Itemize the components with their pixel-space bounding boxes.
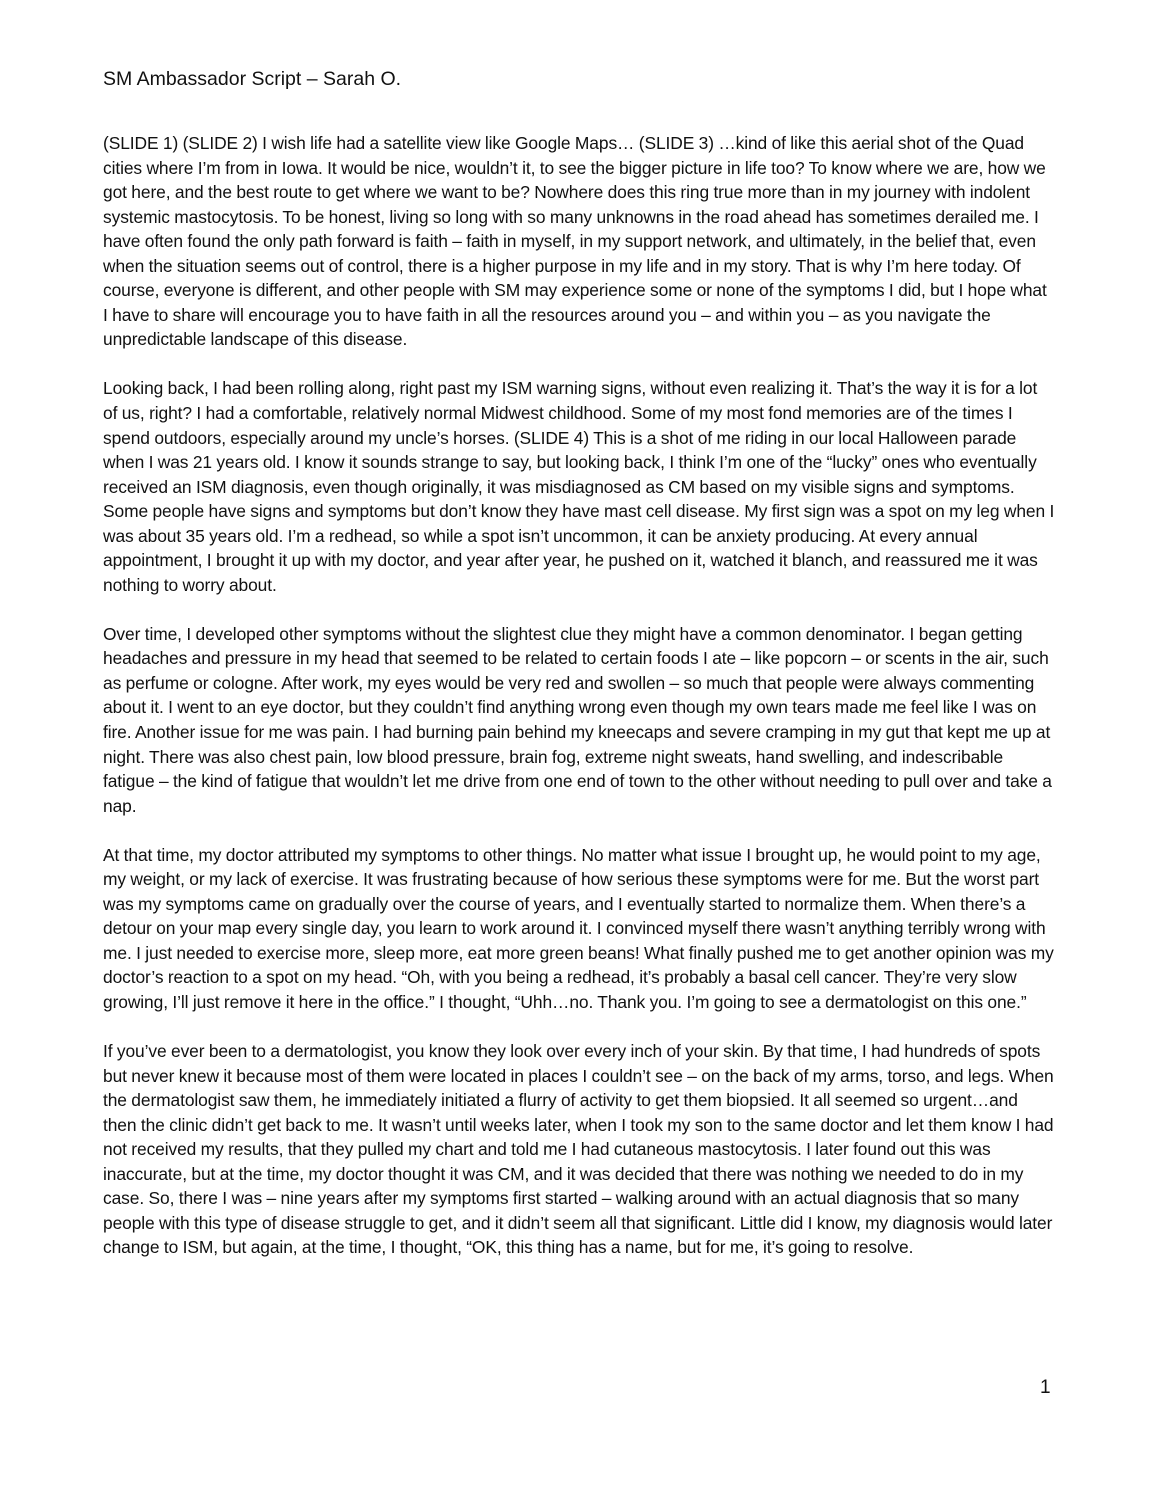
- document-body: [103, 131, 1055, 1284]
- paragraph-dermatologist: If you’ve ever been to a dermatologist, you know they look over every inch of your skin. By that time, I had hundreds of spots but never knew it because most of them were located in places I couldn’t see – on the back of my arms, torso, and legs. When the dermatologist saw them, he immediately initiated a flurry of activity to get them biopsied. It all seemed so urgent…and then the clinic didn’t get back to me. It wasn’t until weeks later, when I took my son to the same doctor and let them know I had not received my results, that they pulled my chart and told me I had cutaneous mastocytosis. I later found out this was inaccurate, but at the time, my doctor thought it was CM, and it was decided that there was nothing we needed to do in my case. So, there I was – nine years after my symptoms first started – walking around with an actual diagnosis that so many people with this type of disease struggle to get, and it didn’t seem all that significant. Little did I know, my diagnosis would later change to ISM, but again, at the time, I thought, “OK, this thing has a name, but for me, it’s going to resolve.: [103, 1041, 1054, 1258]
- paragraph-warning-signs: Looking back, I had been rolling along, right past my ISM warning signs, without even realizing it. That’s the way it is for a lot of us, right? I had a comfortable, relatively normal Midwest childhood. Some of my most fond memories are of the times I spend outdoors, especially around my uncle’s horses. (SLIDE 4) This is a shot of me riding in our local Halloween parade when I was 21 years old. I know it sounds strange to say, but looking back, I think I’m one of the “lucky” ones who eventually received an ISM diagnosis, even though originally, it was misdiagnosed as CM based on my visible signs and symptoms. Some people have signs and symptoms but don’t know they have mast cell disease. My first sign was a spot on my leg when I was about 35 years old. I’m a redhead, so while a spot isn’t uncommon, it can be anxiety producing. At every annual appointment, I brought it up with my doctor, and year after year, he pushed on it, watched it blanch, and reassured me it was nothing to worry about.: [103, 378, 1055, 595]
- paragraph-doctor-attribution: At that time, my doctor attributed my symptoms to other things. No matter what issue I brought up, he would point to my age, my weight, or my lack of exercise. It was frustrating because of how serious these symptoms were for me. But the worst part was my symptoms came on gradually over the course of years, and I eventually started to normalize them. When there’s a detour on your map every single day, you learn to work around it. I convinced myself there wasn’t anything terribly wrong with me. I just needed to exercise more, sleep more, eat more green beans! What finally pushed me to get another opinion was my doctor’s reaction to a spot on my head. “Oh, with you being a redhead, it’s probably a basal cell cancer. They’re very slow growing, I’ll just remove it here in the office.” I thought, “Uhh…no. Thank you. I’m going to see a dermatologist on this one.”: [103, 844, 1054, 1012]
- page-number: 1: [1040, 1377, 1051, 1398]
- document-title: SM Ambassador Script – Sarah O.: [103, 68, 402, 90]
- paragraph-intro: (SLIDE 1) (SLIDE 2) I wish life had a satellite view like Google Maps… (SLIDE 3) …kind of like this aerial shot of the Quad cities where I’m from in Iowa. It would be nice, wouldn’t it, to see the bigger picture in life too? To know where we are, how we got here, and the best route to get where we want to be? Nowhere does this ring true more than in my journey with indolent systemic mastocytosis. To be honest, living so long with so many unknowns in the road ahead has sometimes derailed me. I have often found the only path forward is faith – faith in myself, in my support network, and ultimately, in the belief that, even when the situation seems out of control, there is a higher purpose in my life and in my story. That is why I’m here today. Of course, everyone is different, and other people with SM may experience some or none of the symptoms I did, but I hope what I have to share will encourage you to have faith in all the resources around you – and within you – as you navigate the unpredictable landscape of this disease.: [103, 133, 1047, 350]
- paragraph-symptoms: Over time, I developed other symptoms without the slightest clue they might have a common denominator. I began getting headaches and pressure in my head that seemed to be related to certain foods I ate – like popcorn – or scents in the air, such as perfume or cologne. After work, my eyes would be very red and swollen – so much that people were always commenting about it. I went to an eye doctor, but they couldn’t find anything wrong even though my own tears made me feel like I was on fire. Another issue for me was pain. I had burning pain behind my kneecaps and severe cramping in my gut that kept me up at night. There was also chest pain, low blood pressure, brain fog, extreme night sweats, hand swelling, and indescribable fatigue – the kind of fatigue that wouldn’t let me drive from one end of town to the other without needing to pull over and take a nap.: [103, 623, 1052, 816]
